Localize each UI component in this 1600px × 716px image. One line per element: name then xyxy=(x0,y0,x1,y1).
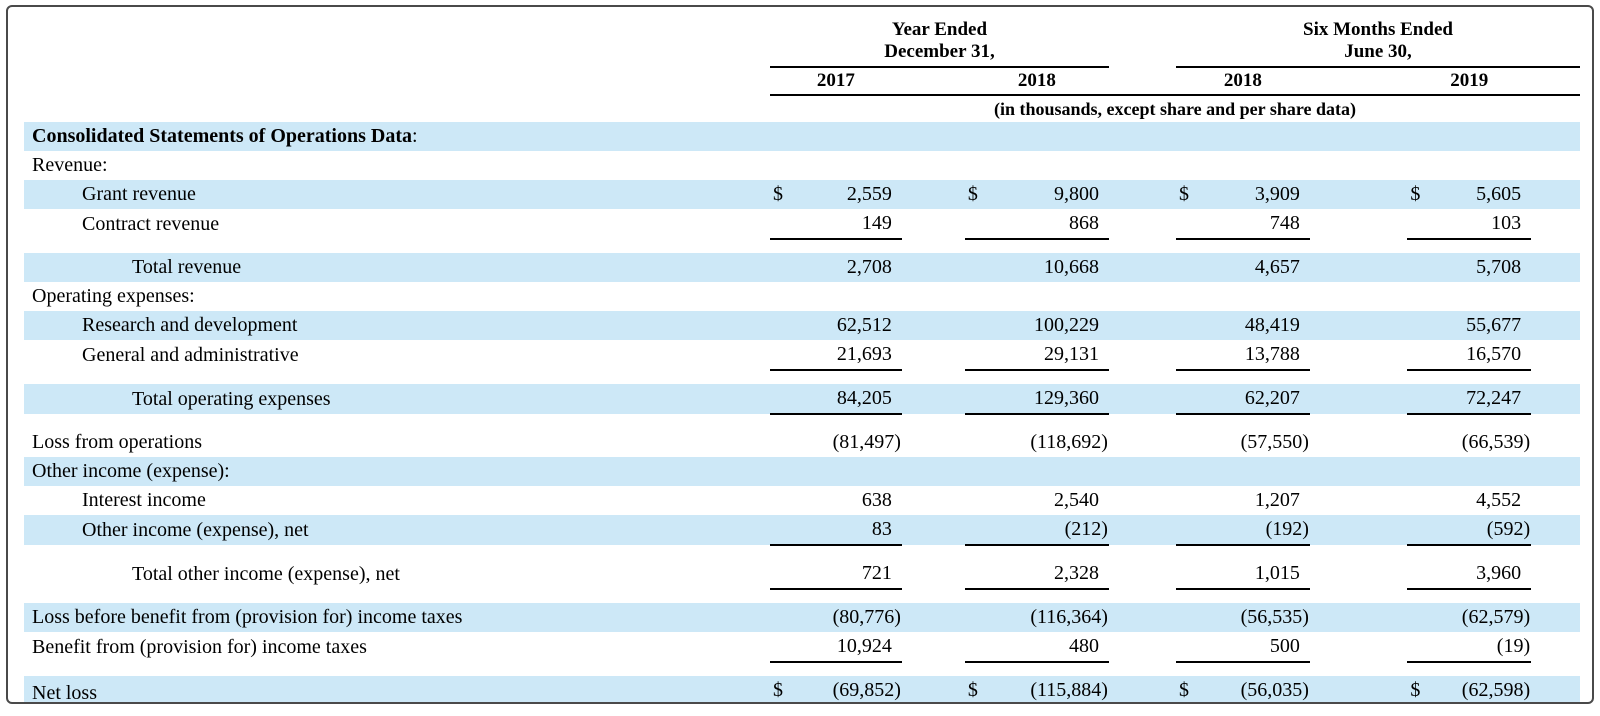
value-cell: 100,229 xyxy=(1033,314,1099,336)
value-cell: 13,788 xyxy=(1206,340,1310,370)
table-row xyxy=(24,209,1580,239)
header-spacer xyxy=(902,67,965,95)
operations-statement-table xyxy=(24,19,1580,704)
value-cell xyxy=(995,151,1109,180)
value-cell: (192) xyxy=(1206,515,1310,545)
row-label: Research and development xyxy=(82,314,298,336)
column-spacer xyxy=(1310,515,1407,545)
currency-cell xyxy=(965,311,995,340)
spacer-row xyxy=(24,545,1580,559)
currency-cell xyxy=(770,209,800,239)
header-spacer xyxy=(1310,67,1407,95)
row-label: Net loss xyxy=(32,682,97,704)
column-spacer xyxy=(1109,603,1176,632)
column-spacer xyxy=(1531,676,1580,704)
spacer-row xyxy=(24,662,1580,676)
value-cell xyxy=(1438,122,1531,151)
currency-cell xyxy=(1176,559,1206,589)
value-cell: 21,693 xyxy=(800,340,901,370)
column-spacer xyxy=(1531,311,1580,340)
table-row xyxy=(24,151,1580,180)
currency-cell xyxy=(1176,209,1206,239)
value-cell xyxy=(995,282,1109,311)
column-spacer xyxy=(1310,676,1407,704)
currency-cell xyxy=(965,340,995,370)
currency-cell xyxy=(770,384,800,414)
value-cell: 748 xyxy=(1206,209,1310,239)
value-cell: 83 xyxy=(800,515,901,545)
table-row xyxy=(24,559,1580,589)
column-spacer xyxy=(1310,486,1407,515)
currency-cell xyxy=(965,253,995,282)
table-row xyxy=(24,384,1580,414)
value-cell: 10,924 xyxy=(800,632,901,662)
currency-cell: $ xyxy=(1410,183,1421,205)
currency-cell xyxy=(1407,253,1437,282)
column-spacer xyxy=(1109,340,1176,370)
column-spacer xyxy=(1531,180,1580,209)
table-row xyxy=(24,253,1580,282)
column-spacer xyxy=(1109,559,1176,589)
value-cell: 16,570 xyxy=(1438,340,1531,370)
value-cell: 5,605 xyxy=(1476,183,1522,205)
units-note: (in thousands, except share and per share data) xyxy=(993,99,1357,119)
currency-cell xyxy=(1407,282,1437,311)
row-label: Loss from operations xyxy=(32,431,202,453)
value-cell: 3,960 xyxy=(1438,559,1531,589)
currency-cell xyxy=(1176,311,1206,340)
value-cell: 638 xyxy=(861,489,892,511)
column-spacer xyxy=(1531,559,1580,589)
currency-cell xyxy=(1176,603,1206,632)
currency-cell xyxy=(965,515,995,545)
table-row xyxy=(24,603,1580,632)
value-cell: 10,668 xyxy=(1043,256,1099,278)
value-cell: (56,035) xyxy=(1206,676,1310,704)
column-spacer xyxy=(1109,282,1176,311)
column-spacer xyxy=(902,515,965,545)
currency-cell xyxy=(965,151,995,180)
spacer-cell xyxy=(24,239,1580,253)
column-spacer xyxy=(1310,180,1407,209)
column-spacer xyxy=(902,632,965,662)
year-column-header: 2018 xyxy=(1176,67,1310,95)
row-label: Total other income (expense), net xyxy=(132,563,400,585)
currency-cell xyxy=(770,603,800,632)
column-spacer xyxy=(1109,151,1176,180)
currency-cell xyxy=(770,253,800,282)
column-spacer xyxy=(902,282,965,311)
value-cell: 62,512 xyxy=(836,314,892,336)
currency-cell: $ xyxy=(770,676,800,704)
value-cell xyxy=(800,122,901,151)
value-cell xyxy=(995,122,1109,151)
currency-cell xyxy=(965,122,995,151)
table-row xyxy=(24,282,1580,311)
value-cell xyxy=(1206,122,1310,151)
currency-cell xyxy=(770,486,800,515)
period-group-six-months xyxy=(1176,19,1580,67)
column-spacer xyxy=(1310,253,1407,282)
value-cell: 2,559 xyxy=(846,183,892,205)
header-spacer xyxy=(24,95,770,122)
header-spacer xyxy=(1109,67,1176,95)
column-spacer xyxy=(1531,428,1580,457)
value-cell: 4,657 xyxy=(1254,256,1300,278)
row-label: Grant revenue xyxy=(82,183,196,205)
currency-cell xyxy=(1407,559,1437,589)
period-group-line2: December 31, xyxy=(884,41,995,62)
value-cell: 868 xyxy=(995,209,1109,239)
currency-cell xyxy=(1407,457,1437,486)
column-spacer xyxy=(902,209,965,239)
value-cell xyxy=(800,457,901,486)
currency-cell: $ xyxy=(1178,183,1189,205)
currency-cell xyxy=(1176,282,1206,311)
currency-cell xyxy=(1176,632,1206,662)
value-cell: 48,419 xyxy=(1244,314,1300,336)
column-spacer xyxy=(1109,180,1176,209)
column-spacer xyxy=(1109,632,1176,662)
value-cell xyxy=(1206,457,1310,486)
value-cell: 103 xyxy=(1438,209,1531,239)
currency-cell xyxy=(1407,603,1437,632)
column-spacer xyxy=(902,122,965,151)
row-label: Total operating expenses xyxy=(132,388,331,410)
column-spacer xyxy=(1310,428,1407,457)
value-cell: (116,364) xyxy=(1030,606,1108,628)
column-spacer xyxy=(1109,676,1176,704)
value-cell xyxy=(1438,457,1531,486)
value-cell: 84,205 xyxy=(800,384,901,414)
value-cell: (592) xyxy=(1438,515,1531,545)
row-label: Total revenue xyxy=(132,256,242,278)
currency-cell xyxy=(1176,515,1206,545)
period-group-line2: June 30, xyxy=(1344,41,1412,62)
period-group-year-ended xyxy=(770,19,1109,67)
currency-cell: $ xyxy=(772,183,783,205)
spacer-row xyxy=(24,370,1580,384)
spacer-cell xyxy=(24,662,1580,676)
column-spacer xyxy=(902,676,965,704)
value-cell: (66,539) xyxy=(1461,431,1531,453)
spacer-row xyxy=(24,239,1580,253)
value-cell: (62,579) xyxy=(1461,606,1531,628)
table-row xyxy=(24,515,1580,545)
value-cell xyxy=(800,282,901,311)
header-spacer xyxy=(24,67,770,95)
period-group-line1: Six Months Ended xyxy=(1303,19,1453,40)
value-cell: (57,550) xyxy=(1240,431,1309,453)
column-spacer xyxy=(1109,384,1176,414)
currency-cell xyxy=(1407,515,1437,545)
value-cell: (62,598) xyxy=(1438,676,1531,704)
column-spacer xyxy=(1531,384,1580,414)
year-column-header: 2017 xyxy=(770,67,902,95)
column-spacer xyxy=(1109,311,1176,340)
currency-cell xyxy=(1176,457,1206,486)
value-cell xyxy=(1206,282,1310,311)
column-spacer xyxy=(1531,122,1580,151)
column-spacer xyxy=(1531,209,1580,239)
currency-cell xyxy=(965,486,995,515)
currency-cell xyxy=(965,457,995,486)
year-column-header: 2019 xyxy=(1407,67,1531,95)
row-label: Operating expenses: xyxy=(32,285,195,307)
row-label: Consolidated Statements of Operations Data: xyxy=(32,125,418,147)
value-cell: (80,776) xyxy=(832,606,901,628)
currency-cell xyxy=(965,282,995,311)
units-note-row xyxy=(24,95,1580,122)
value-cell xyxy=(800,151,901,180)
column-spacer xyxy=(1109,457,1176,486)
column-spacer xyxy=(902,428,965,457)
column-spacer xyxy=(1109,209,1176,239)
currency-cell xyxy=(770,428,800,457)
column-spacer xyxy=(1310,559,1407,589)
value-cell: (118,692) xyxy=(1030,431,1108,453)
currency-cell xyxy=(1407,311,1437,340)
column-spacer xyxy=(1109,428,1176,457)
table-row xyxy=(24,632,1580,662)
column-spacer xyxy=(902,559,965,589)
column-spacer xyxy=(1531,603,1580,632)
value-cell: 2,328 xyxy=(995,559,1109,589)
value-cell: 5,708 xyxy=(1476,256,1522,278)
currency-cell xyxy=(1407,209,1437,239)
column-spacer xyxy=(1531,515,1580,545)
column-spacer xyxy=(1531,253,1580,282)
table-row xyxy=(24,428,1580,457)
currency-cell xyxy=(1176,486,1206,515)
currency-cell xyxy=(1407,122,1437,151)
column-spacer xyxy=(902,253,965,282)
currency-cell xyxy=(965,559,995,589)
table-row xyxy=(24,340,1580,370)
value-cell xyxy=(1438,282,1531,311)
spacer-row xyxy=(24,589,1580,603)
value-cell: 2,708 xyxy=(846,256,892,278)
table-row xyxy=(24,122,1580,151)
currency-cell xyxy=(1407,340,1437,370)
column-spacer xyxy=(1531,151,1580,180)
currency-cell xyxy=(1176,384,1206,414)
currency-cell: $ xyxy=(967,183,978,205)
year-header-row xyxy=(24,67,1580,95)
column-spacer xyxy=(1310,457,1407,486)
value-cell xyxy=(995,457,1109,486)
currency-cell xyxy=(965,209,995,239)
row-label: Other income (expense): xyxy=(32,460,230,482)
currency-cell: $ xyxy=(1176,676,1206,704)
value-cell: 62,207 xyxy=(1206,384,1310,414)
currency-cell xyxy=(770,632,800,662)
period-group-header-row xyxy=(24,19,1580,67)
value-cell: 500 xyxy=(1206,632,1310,662)
column-spacer xyxy=(902,340,965,370)
currency-cell: $ xyxy=(965,676,995,704)
column-spacer xyxy=(902,457,965,486)
value-cell: (115,884) xyxy=(995,676,1109,704)
column-spacer xyxy=(1310,122,1407,151)
column-spacer xyxy=(1310,209,1407,239)
row-label-suffix: : xyxy=(412,125,418,147)
spacer-cell xyxy=(24,414,1580,428)
column-spacer xyxy=(1531,486,1580,515)
value-cell: (56,535) xyxy=(1240,606,1309,628)
currency-cell xyxy=(1407,384,1437,414)
currency-cell xyxy=(770,311,800,340)
header-spacer xyxy=(24,19,770,67)
column-spacer xyxy=(1531,340,1580,370)
row-label: Contract revenue xyxy=(82,213,220,235)
value-cell xyxy=(1438,151,1531,180)
spacer-row xyxy=(24,414,1580,428)
row-label: General and administrative xyxy=(82,344,299,366)
column-spacer xyxy=(1310,603,1407,632)
column-spacer xyxy=(902,603,965,632)
currency-cell xyxy=(1407,632,1437,662)
currency-cell: $ xyxy=(1407,676,1437,704)
value-cell: 4,552 xyxy=(1476,489,1522,511)
column-spacer xyxy=(1310,311,1407,340)
value-cell: 29,131 xyxy=(995,340,1109,370)
currency-cell xyxy=(1176,151,1206,180)
currency-cell xyxy=(1176,122,1206,151)
value-cell: (81,497) xyxy=(832,431,901,453)
column-spacer xyxy=(1531,282,1580,311)
currency-cell xyxy=(770,122,800,151)
column-spacer xyxy=(1310,340,1407,370)
currency-cell xyxy=(965,428,995,457)
currency-cell xyxy=(770,282,800,311)
value-cell: 3,909 xyxy=(1254,183,1300,205)
column-spacer xyxy=(1531,632,1580,662)
row-label: Other income (expense), net xyxy=(82,519,309,541)
currency-cell xyxy=(770,559,800,589)
header-spacer xyxy=(1531,67,1580,95)
value-cell: 55,677 xyxy=(1466,314,1522,336)
value-cell: 72,247 xyxy=(1438,384,1531,414)
currency-cell xyxy=(1176,340,1206,370)
column-spacer xyxy=(902,151,965,180)
column-spacer xyxy=(1310,151,1407,180)
table-row xyxy=(24,457,1580,486)
currency-cell xyxy=(1176,428,1206,457)
row-label: Loss before benefit from (provision for) income taxes xyxy=(32,606,463,628)
period-group-line1: Year Ended xyxy=(891,19,988,40)
table-row xyxy=(24,311,1580,340)
currency-cell xyxy=(770,151,800,180)
year-column-header: 2018 xyxy=(965,67,1109,95)
column-spacer xyxy=(1310,282,1407,311)
currency-cell xyxy=(1176,253,1206,282)
currency-cell xyxy=(770,340,800,370)
table-row xyxy=(24,486,1580,515)
column-spacer xyxy=(1109,515,1176,545)
column-spacer xyxy=(1310,632,1407,662)
value-cell: (19) xyxy=(1438,632,1531,662)
column-spacer xyxy=(1109,486,1176,515)
value-cell: 1,207 xyxy=(1254,489,1300,511)
row-label: Revenue: xyxy=(32,154,108,176)
value-cell: 2,540 xyxy=(1053,489,1099,511)
header-spacer xyxy=(1109,19,1176,67)
spacer-cell xyxy=(24,545,1580,559)
value-cell: 721 xyxy=(800,559,901,589)
value-cell: (69,852) xyxy=(800,676,901,704)
row-label: Interest income xyxy=(82,489,206,511)
column-spacer xyxy=(902,384,965,414)
value-cell: 480 xyxy=(995,632,1109,662)
currency-cell xyxy=(965,384,995,414)
column-spacer xyxy=(1109,253,1176,282)
column-spacer xyxy=(1109,122,1176,151)
table-row xyxy=(24,180,1580,209)
column-spacer xyxy=(902,180,965,209)
value-cell: 149 xyxy=(800,209,901,239)
currency-cell xyxy=(770,515,800,545)
table-row xyxy=(24,676,1580,704)
currency-cell xyxy=(770,457,800,486)
column-spacer xyxy=(902,311,965,340)
column-spacer xyxy=(1531,457,1580,486)
column-spacer xyxy=(1310,384,1407,414)
value-cell xyxy=(1206,151,1310,180)
spacer-cell xyxy=(24,589,1580,603)
row-label: Benefit from (provision for) income taxes xyxy=(32,636,367,658)
value-cell: 129,360 xyxy=(995,384,1109,414)
value-cell: 9,800 xyxy=(1053,183,1099,205)
value-cell: 1,015 xyxy=(1206,559,1310,589)
column-spacer xyxy=(902,486,965,515)
document-frame xyxy=(6,5,1594,704)
value-cell: (212) xyxy=(995,515,1109,545)
currency-cell xyxy=(1407,151,1437,180)
spacer-cell xyxy=(24,370,1580,384)
currency-cell xyxy=(965,632,995,662)
currency-cell xyxy=(1407,428,1437,457)
currency-cell xyxy=(965,603,995,632)
currency-cell xyxy=(1407,486,1437,515)
